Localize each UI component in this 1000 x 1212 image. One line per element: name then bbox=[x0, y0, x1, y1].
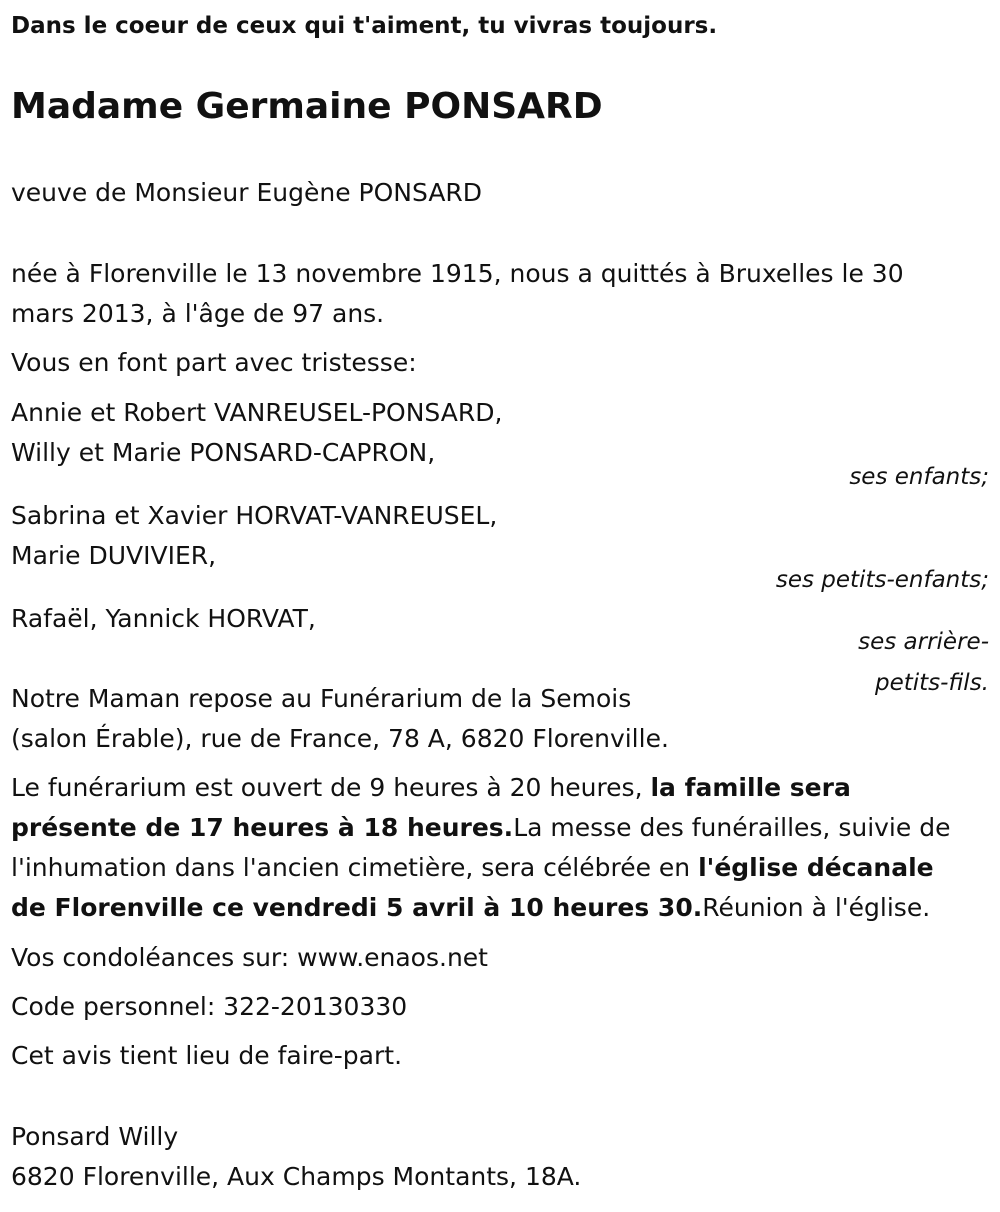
condolences: Vos condoléances sur: www.enaos.net bbox=[11, 943, 488, 972]
children-role: ses enfants; bbox=[849, 464, 989, 490]
deceased-name: Madame Germaine PONSARD bbox=[11, 86, 603, 127]
schedule-line-3 bbox=[11, 848, 934, 888]
great-grandchild-name: Rafaël, Yannick HORVAT, bbox=[11, 604, 316, 633]
notice: Cet avis tient lieu de faire-part. bbox=[11, 1041, 403, 1070]
child-name: Willy et Marie PONSARD-CAPRON, bbox=[11, 438, 436, 467]
child-name: Annie et Robert VANREUSEL-PONSARD, bbox=[11, 398, 503, 427]
birth-death-line-2: mars 2013, à l'âge de 97 ans. bbox=[11, 299, 385, 328]
great-grandchildren-role-line-1: ses arrière- bbox=[858, 629, 989, 655]
schedule-line-1 bbox=[11, 768, 851, 808]
schedule-highlight: la famille sera bbox=[650, 773, 851, 802]
schedule-text: Réunion à l'église. bbox=[702, 893, 931, 922]
widow-of: veuve de Monsieur Eugène PONSARD bbox=[11, 178, 483, 207]
grandchildren-role: ses petits-enfants; bbox=[775, 567, 989, 593]
contact-name: Ponsard Willy bbox=[11, 1122, 179, 1151]
contact-address: 6820 Florenville, Aux Champs Montants, 18A. bbox=[11, 1162, 582, 1191]
schedule-text: Le funérarium est ouvert de 9 heures à 20 heures, bbox=[11, 773, 651, 802]
birth-death-line-1: née à Florenville le 13 novembre 1915, nous a quittés à Bruxelles le 30 bbox=[11, 259, 904, 288]
schedule-highlight: l'église décanale bbox=[698, 853, 934, 882]
schedule-text: La messe des funérailles, suivie de bbox=[513, 813, 951, 842]
schedule-highlight: présente de 17 heures à 18 heures. bbox=[11, 813, 514, 842]
great-grandchildren-role-line-2: petits-fils. bbox=[874, 670, 989, 696]
personal-code: Code personnel: 322-20130330 bbox=[11, 992, 408, 1021]
schedule-line-2 bbox=[11, 808, 950, 848]
announcement-intro: Vous en font part avec tristesse: bbox=[11, 348, 417, 377]
funerarium-line-1: Notre Maman repose au Funérarium de la Semois bbox=[11, 684, 632, 713]
schedule-highlight: de Florenville ce vendredi 5 avril à 10 heures 30. bbox=[11, 893, 703, 922]
grandchild-name: Marie DUVIVIER, bbox=[11, 541, 217, 570]
epigraph: Dans le coeur de ceux qui t'aiment, tu vivras toujours. bbox=[11, 13, 718, 39]
schedule-line-4 bbox=[11, 888, 930, 928]
schedule-text: l'inhumation dans l'ancien cimetière, sera célébrée en bbox=[11, 853, 699, 882]
grandchild-name: Sabrina et Xavier HORVAT-VANREUSEL, bbox=[11, 501, 498, 530]
funerarium-line-2: (salon Érable), rue de France, 78 A, 6820 Florenville. bbox=[11, 724, 669, 753]
